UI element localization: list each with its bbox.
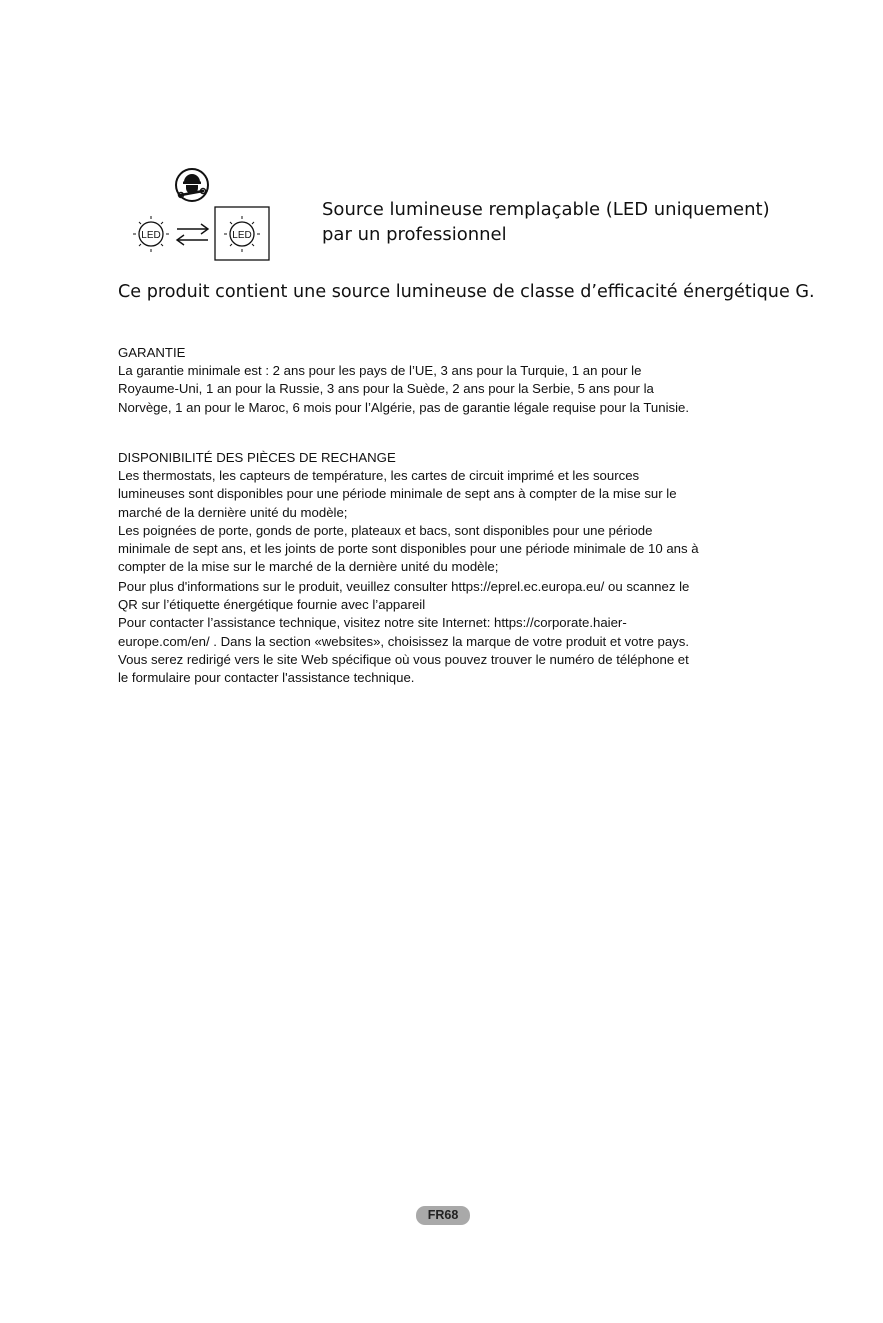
spare-parts-line: Les poignées de porte, gonds de porte, plateaux et bacs, sont disponibles pour une période bbox=[118, 522, 653, 538]
svg-text:LED: LED bbox=[232, 230, 252, 241]
swap-arrows-icon bbox=[177, 224, 208, 245]
warranty-line: Norvège, 1 an pour le Maroc, 6 mois pour l’Algérie, pas de garantie légale requise pour la Tunisie. bbox=[118, 399, 690, 415]
led-right-boxed-icon bbox=[215, 207, 269, 260]
warranty-line: Royaume-Uni, 1 an pour la Russie, 3 ans pour la Suède, 2 ans pour la Serbie, 5 ans pour la bbox=[118, 381, 654, 397]
spare-parts-line: minimale de sept ans, et les joints de porte sont disponibles pour une période minimale de 10 ans à bbox=[118, 541, 699, 557]
more-info-line: Pour plus d'informations sur le produit, veuillez consulter https://eprel.ec.europa.eu/ ou scannez le bbox=[118, 579, 690, 594]
more-info-line: Vous serez redirigé vers le site Web spécifique où vous pouvez trouver le numéro de téléphone et bbox=[118, 651, 689, 667]
more-info-line: QR sur l’étiquette énergétique fournie avec l’appareil bbox=[118, 597, 426, 613]
warranty-title: GARANTIE bbox=[118, 345, 186, 360]
headline-line-2: par un professionnel bbox=[322, 224, 507, 245]
energy-class-statement: Ce produit contient une source lumineuse de classe d’efficacité énergétique G. bbox=[118, 282, 815, 302]
technician-wrench-icon bbox=[176, 169, 208, 201]
spare-parts-section bbox=[118, 449, 778, 576]
page-number-badge: FR68 bbox=[416, 1206, 470, 1225]
replaceable-light-source-symbol bbox=[125, 166, 275, 262]
more-info-line: le formulaire pour contacter l'assistance technique. bbox=[118, 670, 415, 686]
svg-text:LED: LED bbox=[141, 230, 161, 241]
more-info-line: europe.com/en/ . Dans la section «websites», choisissez la marque de votre produit et votre pays. bbox=[118, 633, 690, 649]
warranty-line: La garantie minimale est : 2 ans pour les pays de l’UE, 3 ans pour la Turquie, 1 an pour le bbox=[118, 363, 642, 379]
led-replacement-diagram bbox=[125, 166, 275, 262]
led-left-icon bbox=[133, 216, 169, 252]
spare-parts-title: DISPONIBILITÉ DES PIÈCES DE RECHANGE bbox=[118, 450, 396, 465]
headline-line-1: Source lumineuse remplaçable (LED uniquement) bbox=[322, 199, 770, 220]
spare-parts-line: compter de la mise sur le marché de la dernière unité du modèle; bbox=[118, 559, 499, 575]
spare-parts-line: lumineuses sont disponibles pour une période minimale de sept ans à compter de la mise sur le bbox=[118, 486, 677, 502]
spare-parts-line: marché de la dernière unité du modèle; bbox=[118, 504, 348, 520]
more-info-line: Pour contacter l’assistance technique, visitez notre site Internet: https://corporate.haier- bbox=[118, 615, 627, 631]
spare-parts-line: Les thermostats, les capteurs de température, les cartes de circuit imprimé et les sources bbox=[118, 468, 640, 484]
replaceable-light-source-heading bbox=[322, 197, 802, 247]
more-info-section bbox=[118, 578, 778, 687]
warranty-section bbox=[118, 344, 778, 417]
